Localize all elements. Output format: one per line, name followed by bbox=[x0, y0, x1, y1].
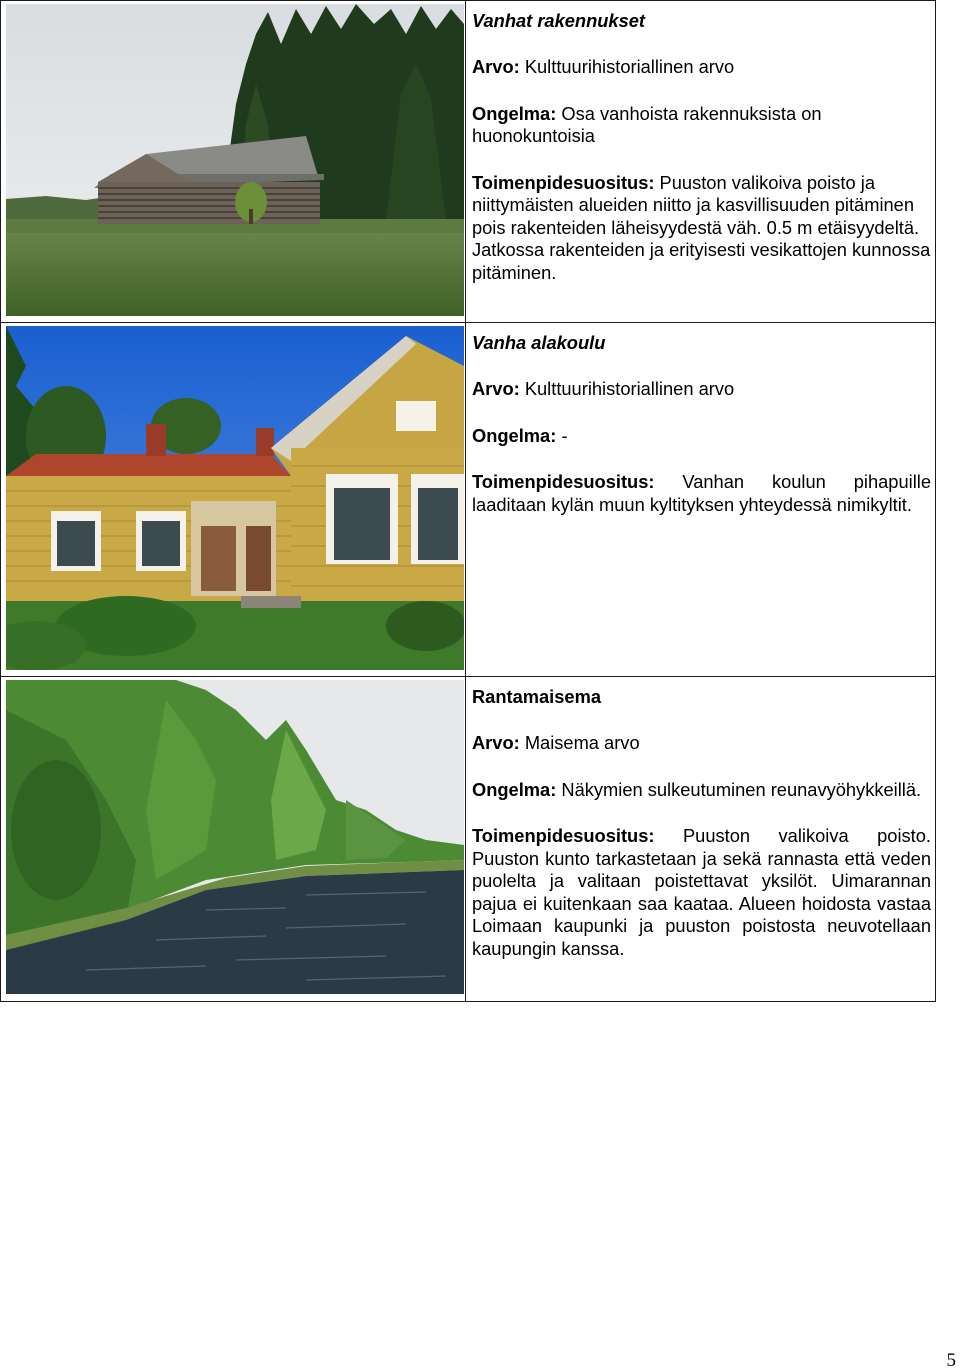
photo-lakeshore-with-trees bbox=[6, 680, 464, 994]
value-field bbox=[472, 732, 931, 755]
page-number: 5 bbox=[946, 1350, 956, 1371]
action-label: Toimenpidesuositus: bbox=[471, 471, 655, 492]
photo-old-log-barn-in-field bbox=[6, 4, 464, 316]
action-label: Toimenpidesuositus: bbox=[471, 825, 655, 846]
text-cell bbox=[465, 677, 935, 1002]
text-cell bbox=[465, 323, 935, 677]
problem-label: Ongelma: bbox=[471, 778, 557, 800]
action-field bbox=[472, 471, 931, 516]
action-text: Vanhan koulun pihapuille laaditaan kylän muun kyltityksen yhteydessä nimikyltit. bbox=[471, 471, 931, 515]
value-field bbox=[472, 378, 931, 401]
problem-text: Näkymien sulkeutuminen reunavyöhykkeillä. bbox=[561, 778, 922, 800]
value-field bbox=[472, 56, 931, 79]
problem-field bbox=[472, 779, 931, 802]
action-continued-text: Jatkossa rakenteiden ja erityisesti vesikattojen kunnossa pitäminen. bbox=[471, 239, 931, 283]
table-row bbox=[1, 323, 936, 677]
photo-cell bbox=[1, 323, 466, 677]
section-title: Rantamaisema bbox=[471, 686, 602, 707]
problem-field bbox=[472, 425, 931, 448]
problem-field bbox=[472, 103, 931, 148]
value-text: Kulttuurihistoriallinen arvo bbox=[524, 378, 735, 399]
problem-text: Osa vanhoista rakennuksista on huonokuntoisia bbox=[471, 102, 822, 146]
problem-text: - bbox=[561, 424, 568, 446]
table-row bbox=[1, 677, 936, 1002]
action-text: Puuston valikoiva poisto ja niittymäisten alueiden niitto ja kasvillisuuden pitäminen pois rakenteiden läheisyydestä väh. 0.5 m etäisyydeltä. bbox=[471, 171, 920, 238]
photo-cell bbox=[1, 1, 466, 323]
problem-label: Ongelma: bbox=[471, 102, 557, 124]
value-text: Maisema arvo bbox=[524, 732, 640, 753]
action-label: Toimenpidesuositus: bbox=[471, 171, 655, 193]
action-field bbox=[472, 172, 931, 285]
section-title: Vanha alakoulu bbox=[471, 332, 606, 353]
problem-label: Ongelma: bbox=[471, 424, 557, 446]
text-cell bbox=[465, 1, 935, 323]
value-label: Arvo: bbox=[471, 56, 520, 77]
photo-yellow-wooden-schoolhouse bbox=[6, 326, 464, 670]
value-label: Arvo: bbox=[471, 732, 520, 753]
table-row bbox=[1, 1, 936, 323]
photo-cell bbox=[1, 677, 466, 1002]
value-label: Arvo: bbox=[471, 378, 520, 399]
action-field bbox=[472, 825, 931, 960]
action-text: Puuston valikoiva poisto. Puuston kunto tarkastetaan ja sekä rannasta että veden puolelta ja valitaan poistettavat yksilöt. Uimarannan pajua ei kuitenkaan saa kaataa. Alueen hoidosta vastaa Loimaan kaupunki ja puuston poistosta neuvotellaan kaupungin kanssa. bbox=[471, 825, 931, 959]
value-text: Kulttuurihistoriallinen arvo bbox=[524, 56, 735, 77]
section-title: Vanhat rakennukset bbox=[471, 10, 646, 31]
